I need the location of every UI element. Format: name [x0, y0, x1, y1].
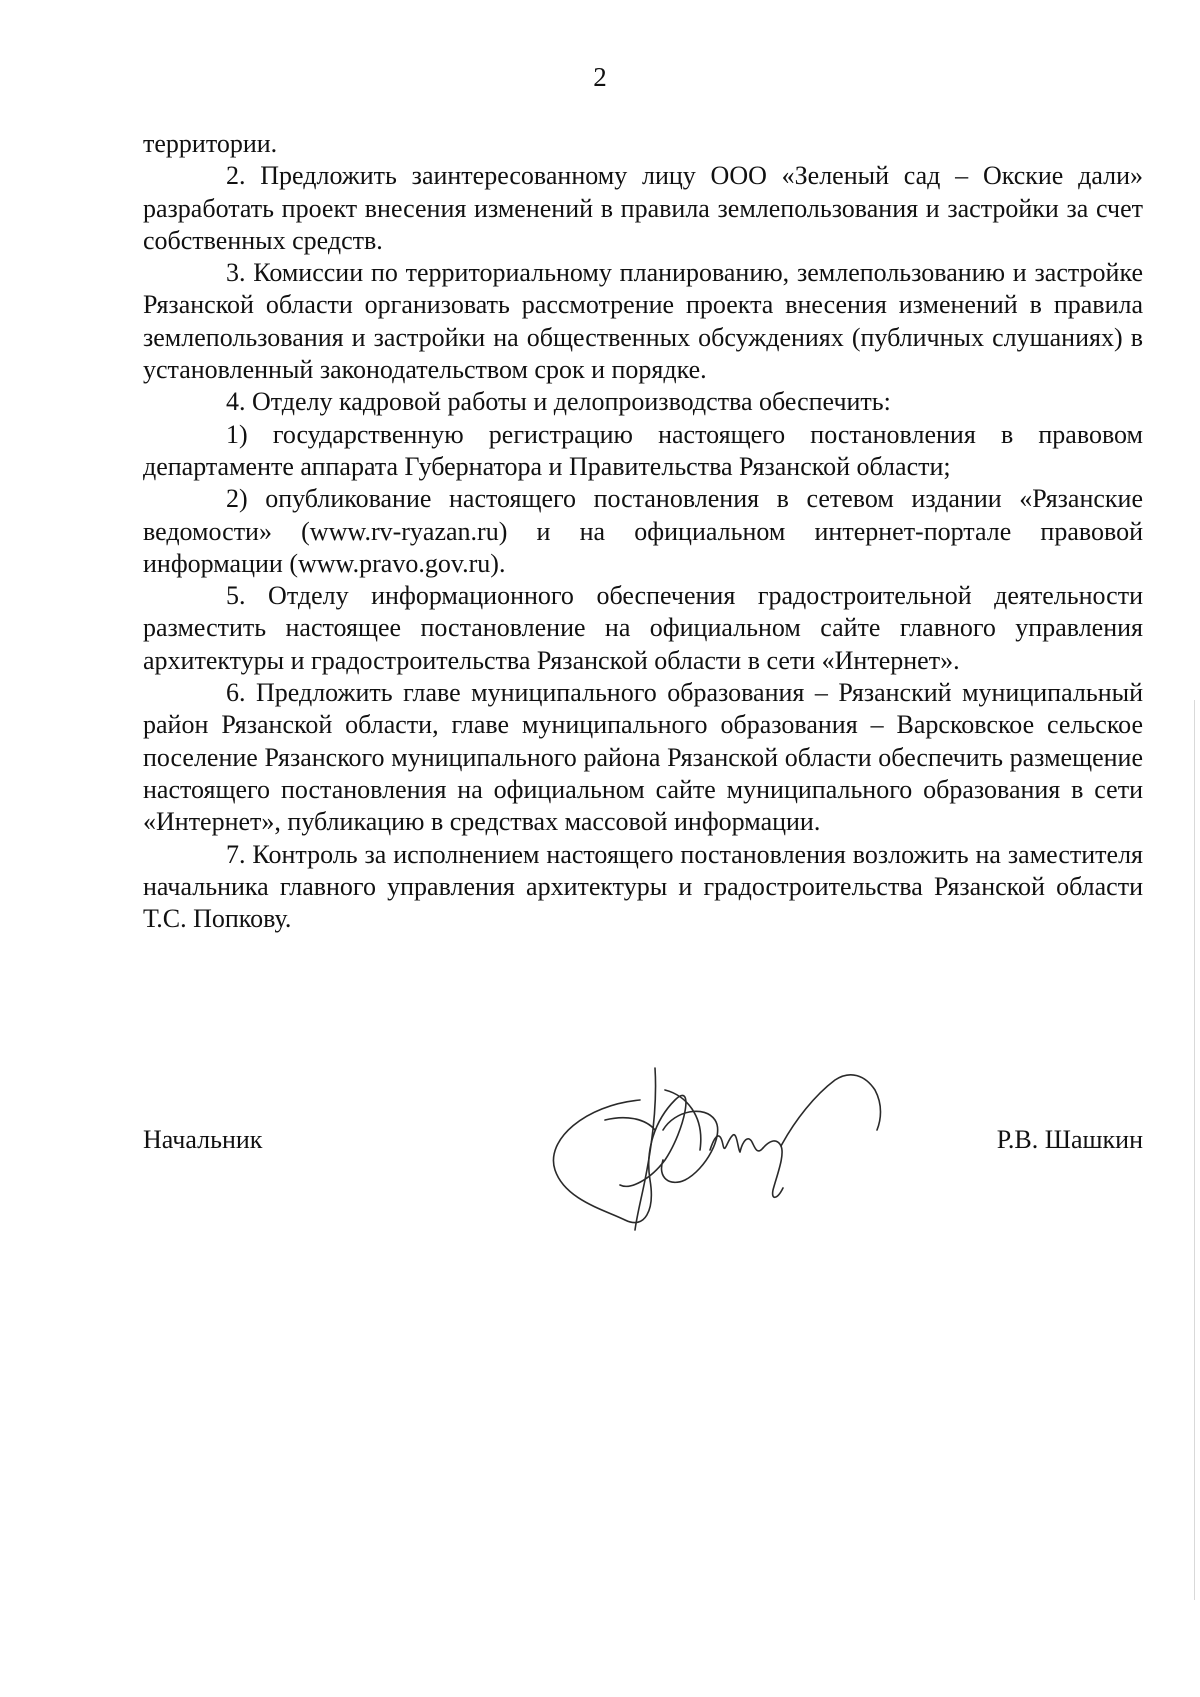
- paragraph-subitem-2: 2) опубликование настоящего постановления в сетевом издании «Рязанские ведомости» (www.rv-ryazan.ru) и на официальном интернет-портале правовой информации (www.pravo.gov.ru).: [143, 484, 1143, 578]
- scan-edge-line: [1194, 700, 1195, 1600]
- page-number: 2: [593, 62, 607, 92]
- document-body: [143, 128, 1143, 935]
- signatory-title: Начальник: [143, 1125, 263, 1154]
- signature-block: [143, 1125, 1143, 1185]
- paragraph-continuation: территории.: [143, 129, 278, 158]
- paragraph-item-6: 6. Предложить главе муниципального образования – Рязанский муниципальный район Рязанской области, главе муниципального образования – Варсковское сельское поселение Рязанского муниципального района Рязанской области обеспечить размещение настоящего постановления на официальном сайте муниципального образования в сети «Интернет», публикацию в средствах массовой информации.: [143, 678, 1143, 837]
- paragraph-item-2: 2. Предложить заинтересованному лицу ООО «Зеленый сад – Окские дали» разработать проект внесения изменений в правила землепользования и застройки за счет собственных средств.: [143, 161, 1143, 255]
- paragraph-item-5: 5. Отделу информационного обеспечения градостроительной деятельности разместить настоящее постановление на официальном сайте главного управления архитектуры и градостроительства Рязанской области в сети «Интернет».: [143, 581, 1143, 675]
- paragraph-item-7: 7. Контроль за исполнением настоящего постановления возложить на заместителя начальника главного управления архитектуры и градостроительства Рязанской области Т.С. Попкову.: [143, 839, 1143, 934]
- paragraph-subitem-1: 1) государственную регистрацию настоящего постановления в правовом департаменте аппарата Губернатора и Правительства Рязанской области;: [143, 419, 1143, 481]
- paragraph-item-3: 3. Комиссии по территориальному планированию, землепользованию и застройке Рязанской области организовать рассмотрение проекта внесения изменений в правила землепользования и застройки на общественных обсуждениях (публичных слушаниях) в установленный законодательством срок и порядке.: [143, 258, 1143, 385]
- paragraph-item-4: 4. Отделу кадровой работы и делопроизводства обеспечить:: [226, 387, 891, 417]
- signatory-name: Р.В. Шашкин: [996, 1125, 1143, 1154]
